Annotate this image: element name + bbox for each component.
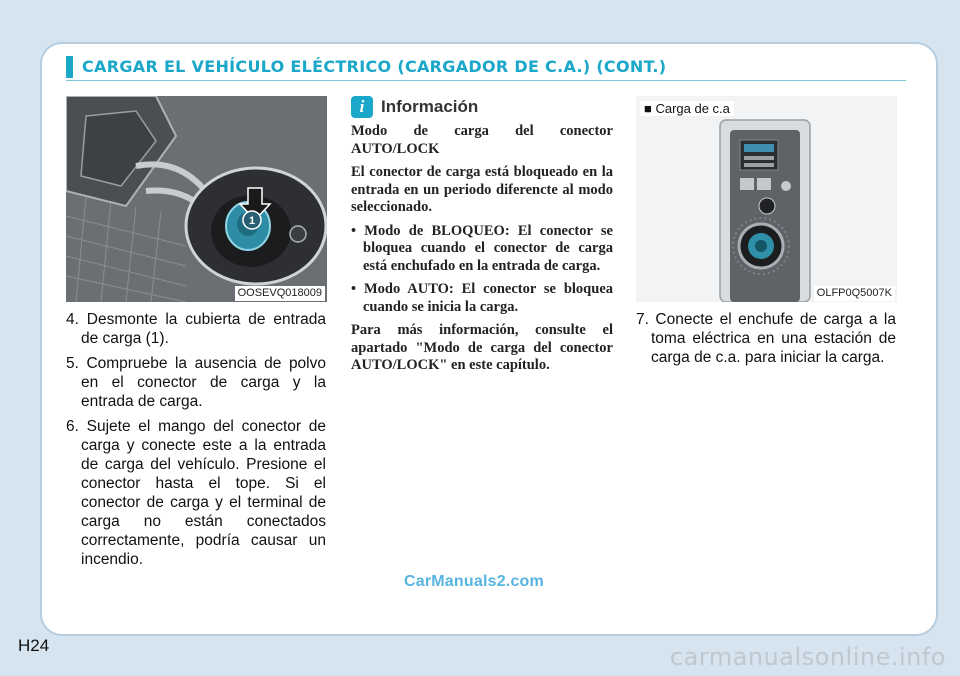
figure-charging-inlet: [66, 96, 327, 302]
info-title: Información: [381, 97, 479, 116]
info-icon: i: [351, 96, 373, 118]
info-body: [351, 123, 613, 381]
page-number: H24: [18, 636, 50, 655]
figure-ac-charger: [636, 96, 897, 302]
list-item: 5. Compruebe la ausencia de polvo en el conector de carga y la entrada de carga.: [66, 355, 326, 410]
ac-charger-illustration: [636, 96, 897, 302]
section-title: CARGAR EL VEHÍCULO ELÉCTRICO (CARGADOR DE C.A.) (CONT.): [82, 57, 667, 76]
figure-caption: ■ Carga de c.a: [640, 101, 734, 116]
figure-code: OOSEVQ018009: [235, 286, 325, 301]
callout-number: 1: [248, 215, 256, 227]
info-intro: El conector de carga está bloqueado en la entrada en un periodo diferencte al modo seleccionado.: [351, 164, 613, 215]
list-item: 4. Desmonte la cubierta de entrada de carga (1).: [66, 311, 326, 347]
list-item: • Modo AUTO: El conector se bloquea cuando se inicia la carga.: [351, 281, 613, 315]
info-header: [351, 96, 478, 118]
title-accent-bar: [66, 56, 73, 78]
watermark-link[interactable]: CarManuals2.com: [404, 573, 544, 590]
steps-left-list: [66, 310, 326, 575]
footer-watermark: carmanualsonline.info: [669, 643, 946, 671]
list-item: 6. Sujete el mango del conector de carga y conecte este a la entrada de carga del vehículo. Presione el conector hasta el tope. Si el conector de carga y el terminal de carga no están conectados correctamente, podría causar un incendio.: [66, 418, 326, 568]
info-bullets: [351, 223, 613, 317]
info-footer: Para más información, consulte el apartado "Modo de carga del conector AUTO/LOCK" en este capítulo.: [351, 322, 613, 373]
steps-right-list: [636, 310, 896, 373]
info-heading: Modo de carga del conector AUTO/LOCK: [351, 123, 613, 157]
list-item: • Modo de BLOQUEO: El conector se bloquea cuando el conector de carga está enchufado en la entrada de carga.: [351, 222, 613, 274]
title-divider: [66, 80, 906, 81]
charging-inlet-illustration: [66, 96, 327, 302]
list-item: 7. Conecte el enchufe de carga a la toma eléctrica en una estación de carga de c.a. para iniciar la carga.: [636, 311, 896, 366]
figure-code: OLFP0Q5007K: [814, 286, 895, 301]
